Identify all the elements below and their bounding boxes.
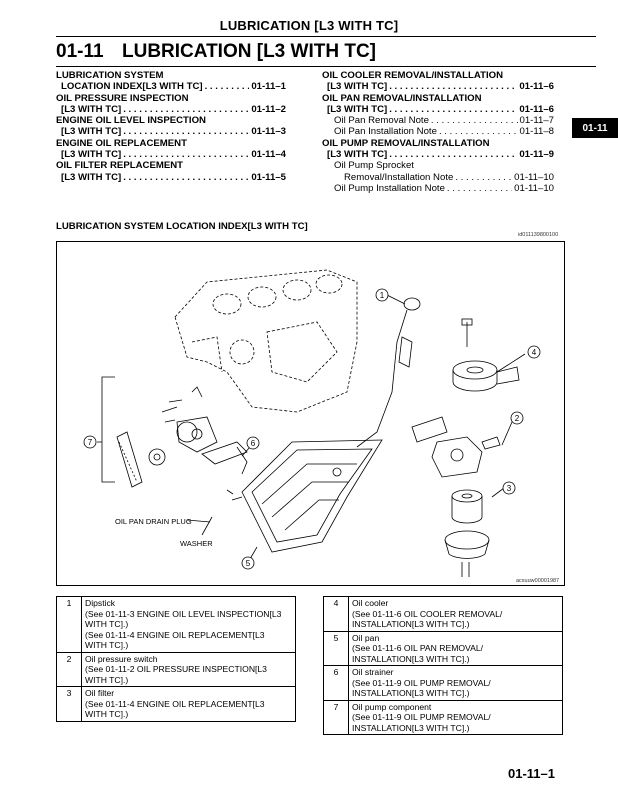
callout-4 — [528, 346, 540, 358]
legend-table-right — [323, 596, 563, 735]
callout-2 — [511, 412, 523, 424]
svg-text:1: 1 — [379, 291, 385, 300]
toc-entry[interactable]: [L3 WITH TC] . . . 01-11–6 — [322, 81, 554, 92]
toc-subentry[interactable]: Oil Pan Installation Note . . . 01-11–8 — [322, 126, 554, 137]
toc-subentry[interactable]: Oil Pump Sprocket — [334, 160, 414, 172]
dipstick-drawing — [357, 298, 420, 447]
legend-table-left — [56, 596, 296, 722]
svg-text:2: 2 — [514, 414, 520, 423]
svg-text:3: 3 — [506, 484, 512, 493]
toc-right — [322, 70, 554, 194]
oil-cooler-drawing — [453, 319, 519, 391]
section-rule — [56, 66, 596, 67]
diagram-drawing — [57, 242, 566, 587]
svg-text:6: 6 — [250, 439, 256, 448]
section-tab: 01-11 — [572, 118, 618, 138]
toc-entry[interactable]: [L3 WITH TC] . . . 01-11–9 — [322, 149, 554, 160]
oil-pan-drawing — [227, 440, 382, 552]
toc-entry[interactable]: LOCATION INDEX[L3 WITH TC] . . . 01-11–1 — [56, 81, 286, 92]
toc-entry[interactable]: [L3 WITH TC] . . . 01-11–2 — [56, 104, 286, 115]
legend-row: 1 Dipstick (See 01-11-3 ENGINE OIL LEVEL INSPECTION[L3 WITH TC].) (See 01-11-4 ENGINE OIL REPLACEMENT[L3 WITH TC].) — [57, 597, 296, 653]
svg-text:5: 5 — [245, 559, 251, 568]
callout-5 — [242, 557, 254, 569]
legend-row: 6 Oil strainer (See 01-11-9 OIL PUMP REMOVAL/ INSTALLATION[L3 WITH TC].) — [324, 666, 563, 701]
toc-heading[interactable]: OIL PAN REMOVAL/INSTALLATION — [322, 92, 482, 104]
toc-heading[interactable]: OIL FILTER REPLACEMENT — [56, 160, 184, 172]
exploded-diagram — [56, 241, 565, 586]
figure-id-top: id011139800100 — [518, 232, 559, 238]
oil-pressure-switch-drawing — [412, 417, 500, 477]
toc-left — [56, 70, 286, 183]
figure-id-bottom: acxuuw00001987 — [516, 578, 560, 584]
section-title: LUBRICATION [L3 WITH TC] — [122, 41, 376, 62]
oil-strainer-drawing — [202, 442, 247, 474]
page-number: 01-11–1 — [508, 766, 555, 781]
washer-label: WASHER — [180, 539, 213, 548]
callout-1 — [376, 289, 388, 301]
subheading: LUBRICATION SYSTEM LOCATION INDEX[L3 WITH TC] — [56, 221, 308, 232]
toc-heading[interactable]: OIL COOLER REMOVAL/INSTALLATION — [322, 70, 504, 81]
toc-heading[interactable]: OIL PUMP REMOVAL/INSTALLATION — [322, 137, 490, 149]
toc-entry[interactable]: [L3 WITH TC] . . . 01-11–5 — [56, 172, 286, 183]
legend-row: 2 Oil pressure switch (See 01-11-2 OIL PRESSURE INSPECTION[L3 WITH TC].) — [57, 652, 296, 687]
toc-subentry[interactable]: Oil Pump Installation Note . . . 01-11–10 — [322, 183, 554, 194]
legend-row: 3 Oil filter (See 01-11-4 ENGINE OIL REPLACEMENT[L3 WITH TC].) — [57, 687, 296, 722]
toc-subentry[interactable]: Oil Pan Removal Note . . . 01-11–7 — [322, 115, 554, 126]
toc-heading[interactable]: ENGINE OIL REPLACEMENT — [56, 137, 187, 149]
toc-subentry[interactable]: Removal/Installation Note . . . 01-11–10 — [322, 172, 554, 183]
section-number: 01-11 — [56, 41, 104, 62]
header-rule — [56, 36, 596, 37]
toc-entry[interactable]: [L3 WITH TC] . . . 01-11–6 — [322, 104, 554, 115]
toc-heading[interactable]: ENGINE OIL LEVEL INSPECTION — [56, 115, 206, 127]
toc-heading[interactable]: OIL PRESSURE INSPECTION — [56, 92, 189, 104]
toc-heading[interactable]: LUBRICATION SYSTEM — [56, 70, 164, 81]
callout-3 — [503, 482, 515, 494]
callout-7 — [84, 436, 96, 448]
toc-entry[interactable]: [L3 WITH TC] . . . 01-11–4 — [56, 149, 286, 160]
section-heading — [56, 41, 376, 63]
running-header: LUBRICATION [L3 WITH TC] — [219, 18, 399, 33]
svg-text:7: 7 — [87, 438, 93, 447]
toc-entry[interactable]: [L3 WITH TC] . . . 01-11–3 — [56, 126, 286, 137]
drain-plug-label: OIL PAN DRAIN PLUG — [115, 517, 192, 526]
legend-row: 4 Oil cooler (See 01-11-6 OIL COOLER REMOVAL/ INSTALLATION[L3 WITH TC].) — [324, 597, 563, 632]
engine-block-drawing — [175, 270, 357, 412]
oil-filter-drawing — [445, 490, 489, 577]
svg-text:4: 4 — [531, 348, 537, 357]
oil-pump-drawing — [117, 387, 217, 487]
legend-row: 7 Oil pump component (See 01-11-9 OIL PUMP REMOVAL/ INSTALLATION[L3 WITH TC].) — [324, 700, 563, 735]
legend-row: 5 Oil pan (See 01-11-6 OIL PAN REMOVAL/ INSTALLATION[L3 WITH TC].) — [324, 631, 563, 666]
callout-6 — [247, 437, 259, 449]
